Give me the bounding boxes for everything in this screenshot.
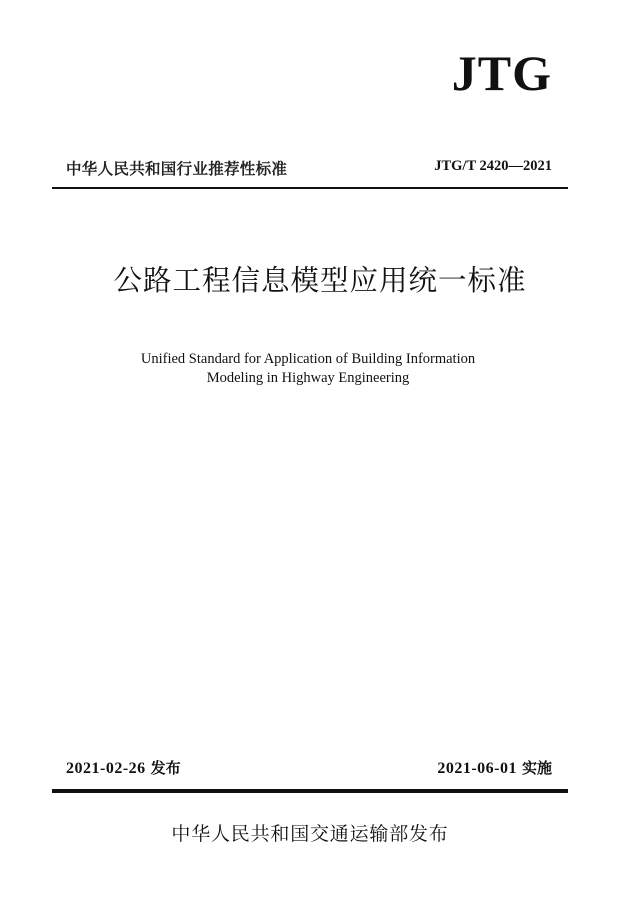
issue-date: 2021-02-26 (66, 760, 146, 777)
publisher: 中华人民共和国交通运输部发布 (171, 823, 449, 845)
title-english (0, 350, 616, 388)
header-row (52, 157, 568, 179)
title-chinese: 公路工程信息模型应用统一标准 (113, 264, 527, 297)
standard-number: JTG/T 2420—2021 (434, 158, 552, 174)
implementation-date: 2021-06-01 (437, 760, 517, 777)
jtg-logo: JTG (451, 45, 552, 101)
header-divider (52, 187, 568, 189)
title-english-line-2: Modeling in Highway Engineering (206, 370, 410, 386)
title-english-line-1: Unified Standard for Application of Building Information (140, 351, 476, 367)
implementation-date-block (437, 757, 552, 778)
implementation-label: 实施 (521, 759, 552, 777)
issue-label: 发布 (150, 759, 181, 777)
footer-divider (52, 789, 568, 793)
issue-date-block (66, 757, 181, 778)
standard-category: 中华人民共和国行业推荐性标准 (66, 160, 288, 178)
date-row (52, 757, 568, 779)
